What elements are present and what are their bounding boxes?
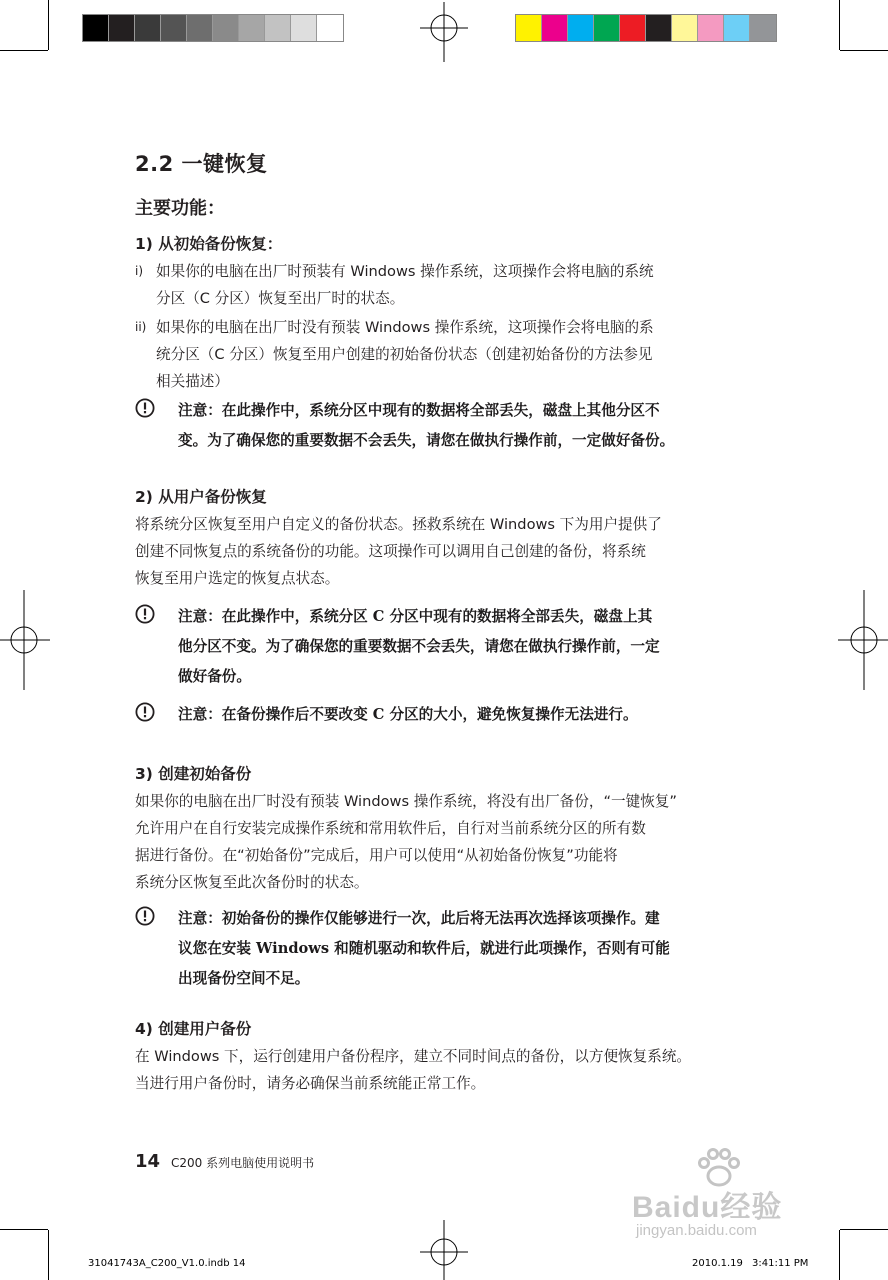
color-swatch [109,15,135,41]
color-swatch [646,15,672,41]
warning-note [135,700,743,730]
item-line: 如果你的电脑在出厂时没有预装 Windows 操作系统，这项操作会将电脑的系 [156,319,654,336]
warning-note [135,602,743,692]
registration-mark-left [0,590,50,690]
section-3-heading: 3) 创建初始备份 [135,765,252,783]
note-line: 注意：在备份操作后不要改变 C 分区的大小，避免恢复操作无法进行。 [178,706,638,723]
crop-mark [839,0,840,50]
watermark-url: jingyan.baidu.com [636,1222,757,1239]
section-1-heading: 1) 从初始备份恢复： [135,235,283,253]
exclamation-icon [135,906,155,926]
paragraph-line: 在 Windows 下，运行创建用户备份程序，建立不同时间点的备份，以方便恢复系统。 [135,1048,692,1065]
color-swatch [750,15,776,41]
note-line: 出现备份空间不足。 [178,970,310,987]
watermark-brand: Baidu经验 [632,1191,783,1224]
note-line: 他分区不变。为了确保您的重要数据不会丢失，请您在做执行操作前，一定 [178,638,660,655]
crop-mark [840,50,888,51]
color-swatch [187,15,213,41]
note-line: 注意：在此操作中，系统分区中现有的数据将全部丢失，磁盘上其他分区不 [178,402,660,419]
color-swatch [265,15,291,41]
color-swatch [317,15,343,41]
color-swatch [239,15,265,41]
registration-mark-right [838,590,888,690]
color-swatch [291,15,317,41]
section-4-paragraph [135,1043,743,1097]
paragraph-line: 当进行用户备份时，请务必确保当前系统能正常工作。 [135,1075,486,1092]
registration-mark-top [412,2,476,62]
exclamation-icon [135,398,155,418]
paragraph-line: 将系统分区恢复至用户自定义的备份状态。拯救系统在 Windows 下为用户提供了 [135,516,662,533]
color-swatch [724,15,750,41]
registration-mark-bottom [412,1220,476,1280]
footer-title: C200 系列电脑使用说明书 [171,1156,315,1170]
color-swatch [516,15,542,41]
slug-time: 3:41:11 PM [752,1258,809,1269]
item-line: 相关描述） [156,373,229,390]
color-swatch [698,15,724,41]
paragraph-line: 创建不同恢复点的系统备份的功能。这项操作可以调用自己创建的备份，将系统 [135,543,646,560]
note-line: 变。为了确保您的重要数据不会丢失，请您在做执行操作前，一定做好备份。 [178,432,675,449]
section-2-paragraph [135,511,743,592]
item-line: 统分区（C 分区）恢复至用户创建的初始备份状态（创建初始备份的方法参见 [156,346,653,363]
color-swatch [594,15,620,41]
exclamation-icon [135,604,155,624]
item-line: 分区（C 分区）恢复至出厂时的状态。 [156,290,405,307]
crop-mark [0,50,48,51]
color-swatch [213,15,239,41]
slug-file: 31041743A_C200_V1.0.indb 14 [88,1258,246,1269]
color-swatch [672,15,698,41]
item-line: 如果你的电脑在出厂时预装有 Windows 操作系统，这项操作会将电脑的系统 [156,263,654,280]
gray-calibration-bar [82,14,344,42]
paragraph-line: 据进行备份。在“初始备份”完成后，用户可以使用“从初始备份恢复”功能将 [135,847,618,864]
crop-mark [48,1230,49,1280]
section-3-paragraph [135,788,743,896]
crop-mark [0,1229,48,1230]
section-4-heading: 4) 创建用户备份 [135,1020,252,1038]
color-swatch [542,15,568,41]
main-functions-heading: 主要功能： [135,198,225,219]
section-title: 2.2 一键恢复 [135,152,268,176]
color-swatch [135,15,161,41]
page-number: 14 [135,1151,161,1172]
item-marker: ii) [135,320,147,334]
paragraph-line: 系统分区恢复至此次备份时的状态。 [135,874,369,891]
section-2-heading: 2) 从用户备份恢复 [135,488,267,506]
color-swatch [161,15,187,41]
baidu-watermark [632,1140,832,1239]
crop-mark [839,1230,840,1280]
color-calibration-bar [515,14,777,42]
crop-mark [840,1229,888,1230]
paragraph-line: 允许用户在自行安装完成操作系统和常用软件后，自行对当前系统分区的所有数 [135,820,646,837]
color-swatch [83,15,109,41]
list-item [135,258,743,312]
note-line: 注意：初始备份的操作仅能够进行一次，此后将无法再次选择该项操作。建 [178,910,660,927]
slug-date: 2010.1.19 [692,1258,743,1269]
color-swatch [620,15,646,41]
note-line: 议您在安装 Windows 和随机驱动和软件后，就进行此项操作，否则有可能 [178,940,670,957]
exclamation-icon [135,702,155,722]
paragraph-line: 如果你的电脑在出厂时没有预装 Windows 操作系统，将没有出厂备份，“一键恢复” [135,793,677,810]
color-swatch [568,15,594,41]
item-marker: i) [135,264,144,278]
list-item [135,314,743,395]
note-line: 注意：在此操作中，系统分区 C 分区中现有的数据将全部丢失，磁盘上其 [178,608,653,625]
paragraph-line: 恢复至用户选定的恢复点状态。 [135,570,340,587]
crop-mark [48,0,49,50]
warning-note [135,396,743,456]
note-line: 做好备份。 [178,668,251,685]
warning-note [135,904,743,994]
